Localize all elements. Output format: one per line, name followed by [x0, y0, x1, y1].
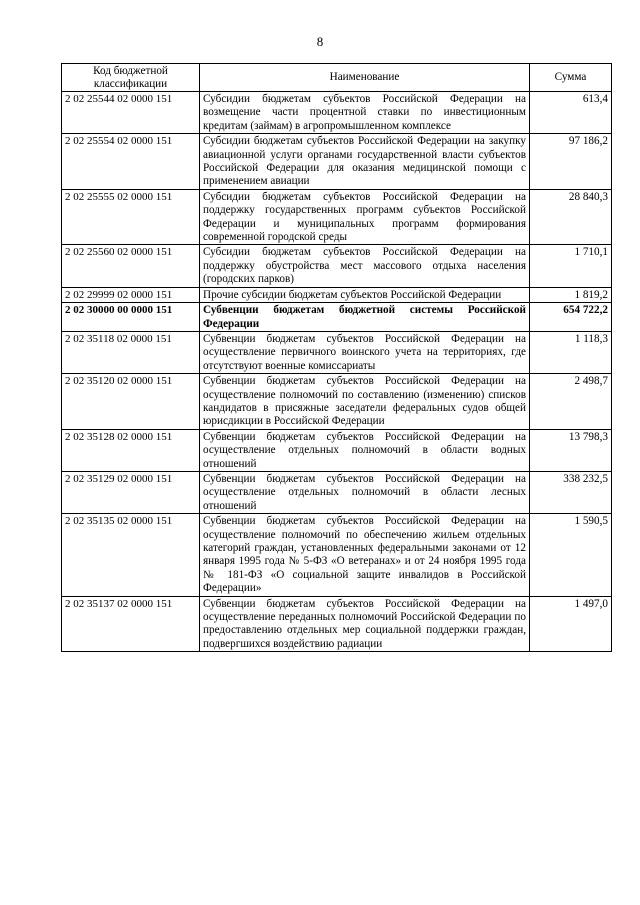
header-code: Код бюджетной классификации [62, 64, 200, 92]
cell-sum: 2 498,7 [530, 374, 612, 430]
cell-sum: 1 710,1 [530, 245, 612, 287]
cell-sum: 28 840,3 [530, 189, 612, 245]
cell-name: Субсидии бюджетам субъектов Российской Федерации на поддержку государственных программ субъектов Российской Федерации и муниципальных программ формирования современной городской среды [200, 189, 530, 245]
budget-table [61, 63, 612, 652]
cell-code: 2 02 35129 02 0000 151 [62, 471, 200, 513]
cell-name: Прочие субсидии бюджетам субъектов Российской Федерации [200, 287, 530, 302]
cell-name: Субвенции бюджетам субъектов Российской Федерации на осуществление отдельных полномочий в области лесных отношений [200, 471, 530, 513]
table-row [62, 514, 612, 596]
cell-name: Субвенции бюджетам субъектов Российской Федерации на осуществление первичного воинского учета на территориях, где отсутствуют военные комиссариаты [200, 331, 530, 373]
cell-code: 2 02 25560 02 0000 151 [62, 245, 200, 287]
cell-sum: 613,4 [530, 92, 612, 134]
table-row [62, 429, 612, 471]
cell-name: Субвенции бюджетам субъектов Российской Федерации на осуществление полномочий по составлению (изменению) списков кандидатов в присяжные заседатели федеральных судов общей юрисдикции в Российской Федерации [200, 374, 530, 430]
table-row [62, 596, 612, 652]
table-row [62, 245, 612, 287]
page-number: 8 [316, 34, 324, 49]
table-row [62, 287, 612, 302]
cell-code: 2 02 35120 02 0000 151 [62, 374, 200, 430]
cell-sum: 1 819,2 [530, 287, 612, 302]
cell-name: Субсидии бюджетам субъектов Российской Федерации на возмещение части процентной ставки по инвестиционным кредитам (займам) в агропромышленном комплексе [200, 92, 530, 134]
table-row [62, 189, 612, 245]
cell-code: 2 02 35137 02 0000 151 [62, 596, 200, 652]
header-name: Наименование [200, 64, 530, 92]
cell-sum: 97 186,2 [530, 134, 612, 190]
cell-name: Субвенции бюджетам субъектов Российской Федерации на осуществление отдельных полномочий в области водных отношений [200, 429, 530, 471]
cell-sum: 1 497,0 [530, 596, 612, 652]
cell-sum: 1 590,5 [530, 514, 612, 596]
cell-code: 2 02 25555 02 0000 151 [62, 189, 200, 245]
cell-sum: 338 232,5 [530, 471, 612, 513]
table-row [62, 331, 612, 373]
cell-name: Субсидии бюджетам субъектов Российской Федерации на поддержку обустройства мест массового отдыха населения (городских парков) [200, 245, 530, 287]
cell-code: 2 02 35118 02 0000 151 [62, 331, 200, 373]
table-row [62, 92, 612, 134]
cell-name: Субвенции бюджетам субъектов Российской Федерации на осуществление полномочий по обеспечению жильем отдельных категорий граждан, установленных федеральными законами от 12 января 1995 года № 5-ФЗ «О ветеранах» и от 24 ноября 1995 года № 181-ФЗ «О социальной защите инвалидов в Российской Федерации» [200, 514, 530, 596]
cell-code: 2 02 25544 02 0000 151 [62, 92, 200, 134]
cell-name: Субвенции бюджетам субъектов Российской Федерации на осуществление переданных полномочий Российской Федерации по предоставлению отдельных мер социальной поддержки граждан, подвергшихся воздействию радиации [200, 596, 530, 652]
cell-code: 2 02 35135 02 0000 151 [62, 514, 200, 596]
table-row [62, 374, 612, 430]
table-header-row [62, 64, 612, 92]
cell-code: 2 02 25554 02 0000 151 [62, 134, 200, 190]
cell-code: 2 02 29999 02 0000 151 [62, 287, 200, 302]
cell-sum: 654 722,2 [530, 303, 612, 332]
header-sum: Сумма [530, 64, 612, 92]
cell-code: 2 02 30000 00 0000 151 [62, 303, 200, 332]
table-row [62, 303, 612, 332]
cell-code: 2 02 35128 02 0000 151 [62, 429, 200, 471]
cell-name: Субвенции бюджетам бюджетной системы Российской Федерации [200, 303, 530, 332]
cell-sum: 1 118,3 [530, 331, 612, 373]
cell-name: Субсидии бюджетам субъектов Российской Федерации на закупку авиационной услуги органами государственной власти субъектов Российской Федерации для оказания медицинской помощи с применением авиации [200, 134, 530, 190]
table-row [62, 471, 612, 513]
cell-sum: 13 798,3 [530, 429, 612, 471]
table-row [62, 134, 612, 190]
